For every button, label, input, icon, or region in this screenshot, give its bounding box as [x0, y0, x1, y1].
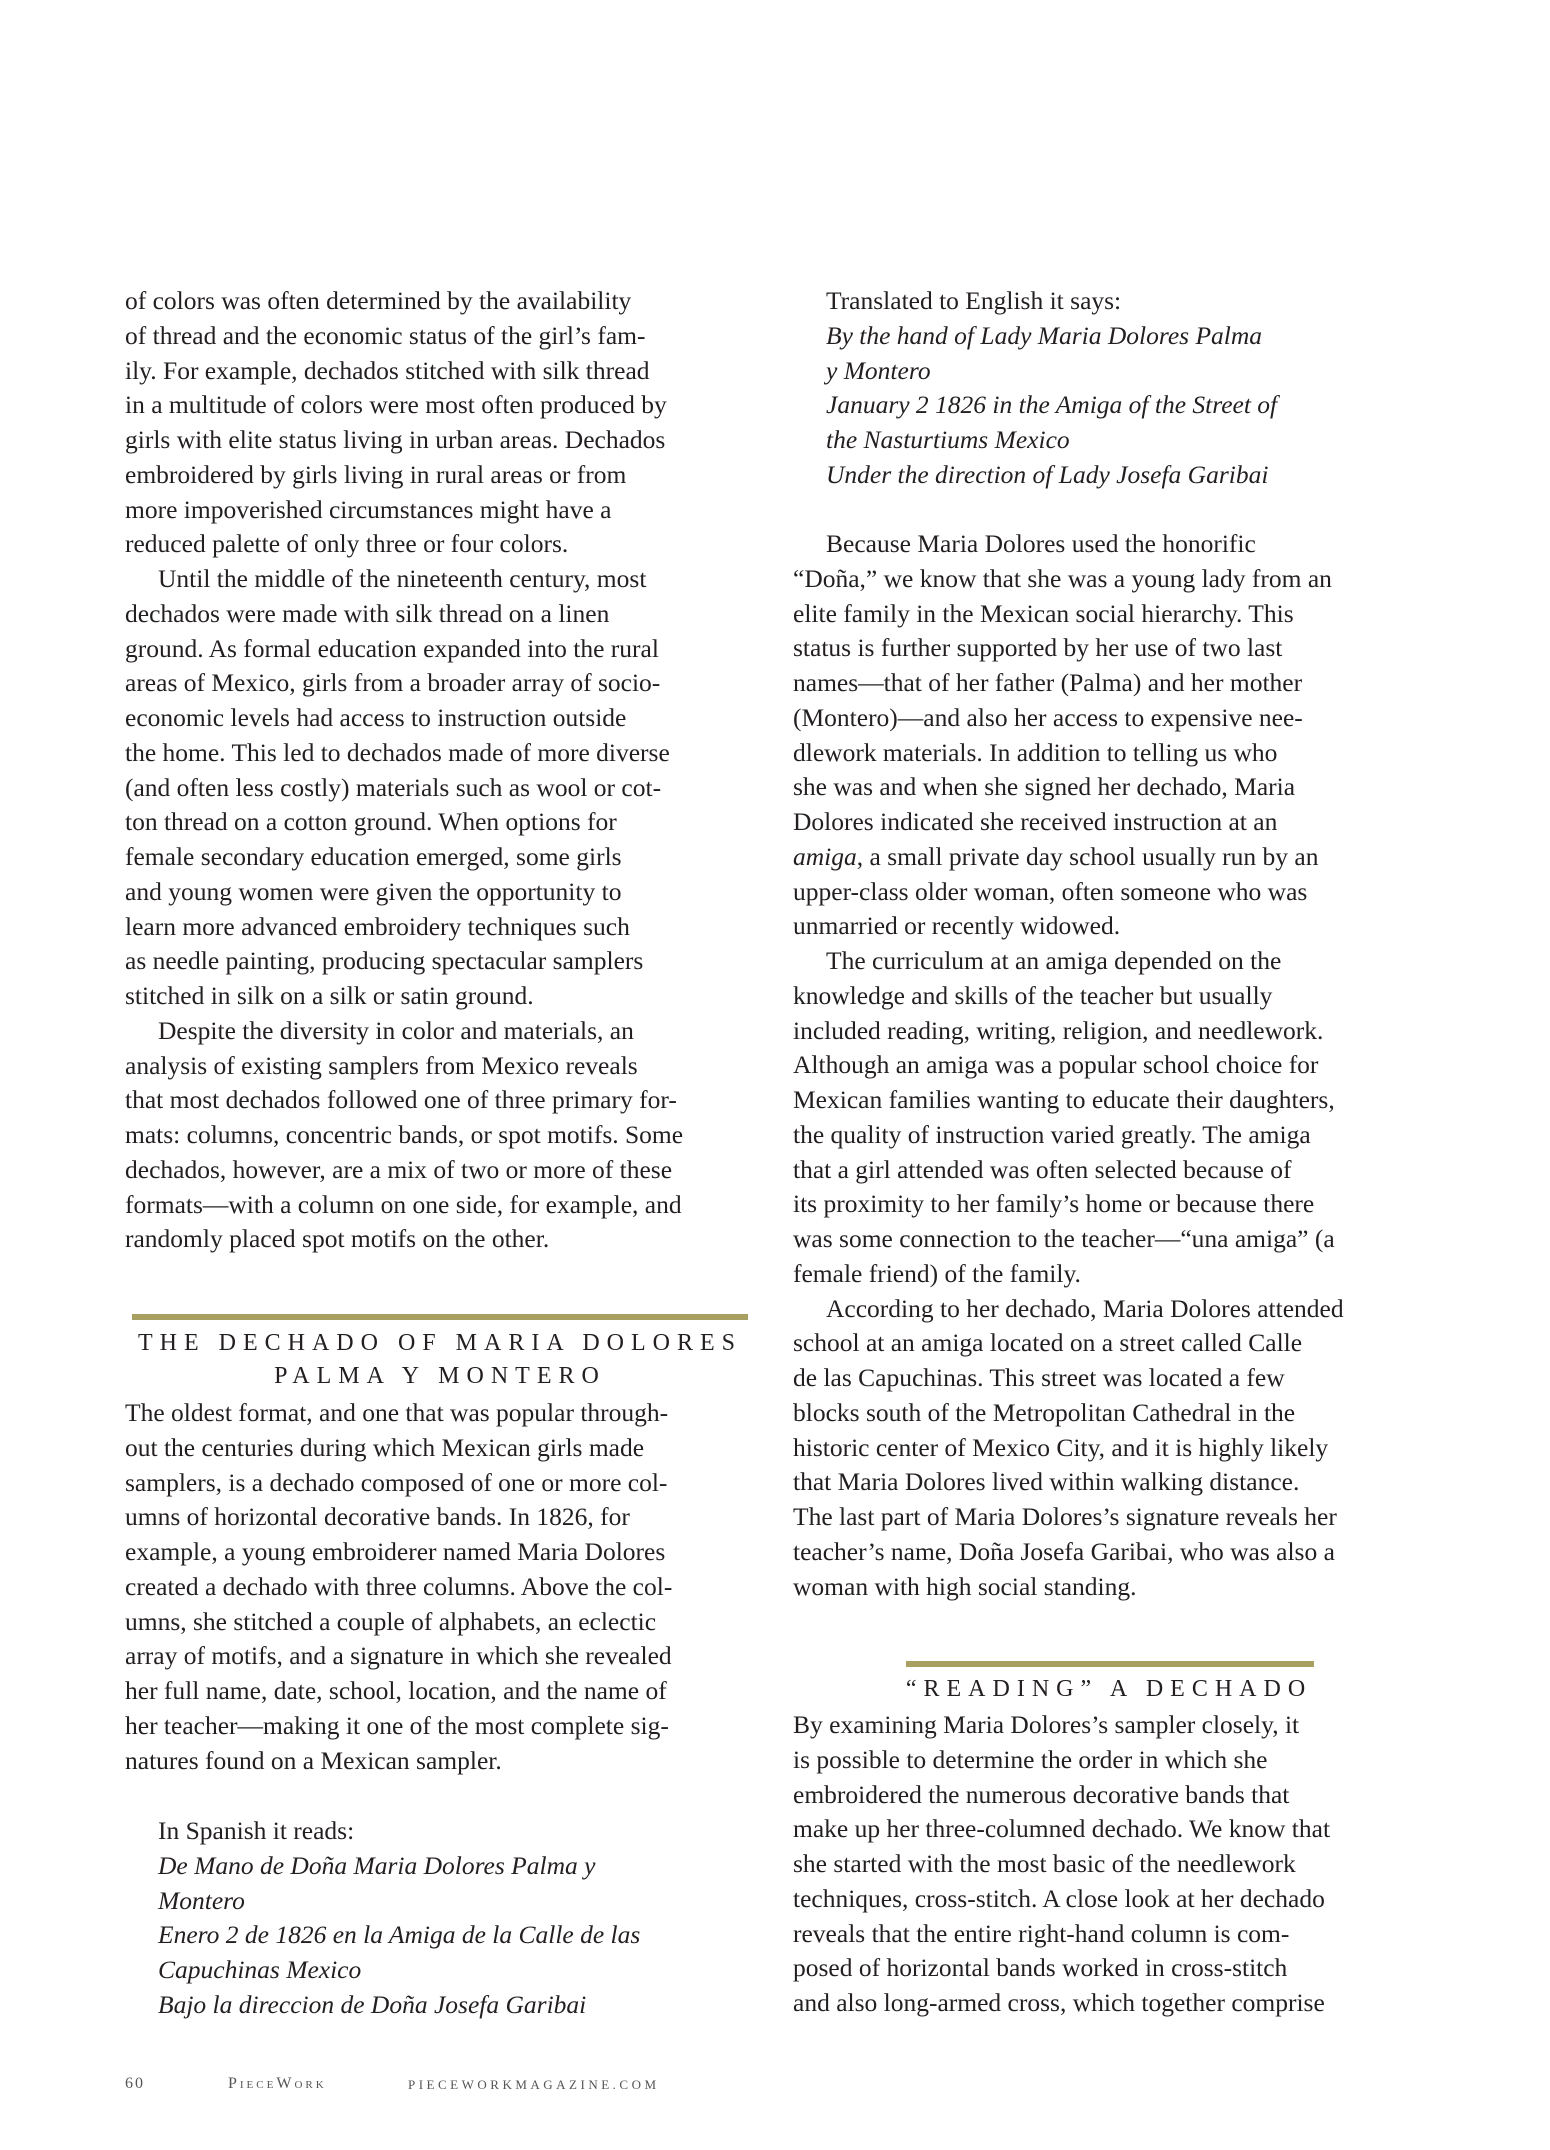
- text-line: Enero 2 de 1826 en la Amiga de la Calle de las: [158, 1920, 641, 1950]
- section-divider: [906, 1661, 1314, 1667]
- text-line: Under the direction of Lady Josefa Garibai: [826, 459, 1269, 489]
- text-line: economic levels had access to instruction outside: [125, 703, 627, 732]
- text-line: ton thread on a cotton ground. When options for: [125, 807, 617, 837]
- text-line: analysis of existing samplers from Mexico reveals: [125, 1050, 638, 1080]
- english-translation: [826, 284, 1277, 493]
- text-line: in a multitude of colors were most often produced by: [125, 390, 667, 420]
- text-line: reveals that the entire right-hand column is com-: [793, 1918, 1290, 1948]
- text-rest: , a small private day school usually run by an: [856, 841, 1319, 871]
- text-line: the quality of instruction varied greatly. The amiga: [793, 1119, 1311, 1149]
- heading-line-2: PALMA Y MONTERO: [274, 1363, 606, 1389]
- text-line: Although an amiga was a popular school choice for: [793, 1050, 1319, 1080]
- text-line: By examining Maria Dolores’s sampler closely, it: [793, 1710, 1300, 1739]
- left-intro-text: [125, 284, 683, 1257]
- section-heading-reading: [793, 1673, 1425, 1706]
- text-line: elite family in the Mexican social hierarchy. This: [793, 598, 1294, 628]
- text-line: its proximity to her family’s home or because there: [793, 1189, 1315, 1219]
- text-line: that Maria Dolores lived within walking distance.: [793, 1467, 1300, 1497]
- text-line: Montero: [158, 1885, 245, 1915]
- text-line: female secondary education emerged, some girls: [125, 842, 622, 871]
- text-line: her full name, date, school, location, and the name of: [125, 1676, 667, 1705]
- text-line: she started with the most basic of the needlework: [793, 1849, 1296, 1878]
- text-line: the home. This led to dechados made of more diverse: [125, 737, 670, 767]
- text-line: formats—with a column on one side, for example, and: [125, 1189, 682, 1219]
- text-line: By the hand of Lady Maria Dolores Palma: [826, 320, 1263, 350]
- text-line: teacher’s name, Doña Josefa Garibai, who was also a: [793, 1536, 1335, 1566]
- text-line: that most dechados followed one of three primary for-: [125, 1085, 677, 1115]
- text-line: names—that of her father (Palma) and her mother: [793, 668, 1303, 697]
- text-line: included reading, writing, religion, and needlework.: [793, 1015, 1324, 1045]
- text-line: Dolores indicated she received instruction at an: [793, 807, 1278, 836]
- text-line: out the centuries during which Mexican girls made: [125, 1432, 645, 1462]
- text-line: umns, she stitched a couple of alphabets, an eclectic: [125, 1606, 657, 1636]
- text-line: Until the middle of the nineteenth century, most: [158, 564, 647, 593]
- text-line: as needle painting, producing spectacular samplers: [125, 946, 644, 976]
- text-line: she was and when she signed her dechado, Maria: [793, 772, 1296, 802]
- heading-line-1: THE DECHADO OF MARIA DOLORES: [137, 1330, 742, 1356]
- text-line: y Montero: [826, 355, 931, 385]
- text-line: unmarried or recently widowed.: [793, 911, 1121, 941]
- text-line: The last part of Maria Dolores’s signature reveals her: [793, 1502, 1337, 1531]
- text-line: embroidered by girls living in rural areas or from: [125, 459, 627, 489]
- section-heading-dechado: [125, 1327, 755, 1393]
- text-line: [793, 840, 1344, 875]
- text-line: knowledge and skills of the teacher but usually: [793, 980, 1273, 1010]
- text-line: Capuchinas Mexico: [158, 1955, 362, 1984]
- text-line: mats: columns, concentric bands, or spot motifs. Some: [125, 1120, 684, 1149]
- text-line: and also long-armed cross, which together comprise: [793, 1988, 1325, 2017]
- spanish-label: In Spanish it reads:: [158, 1816, 355, 1845]
- text-line: De Mano de Doña Maria Dolores Palma y: [158, 1850, 596, 1880]
- text-line: more impoverished circumstances might have a: [125, 494, 612, 524]
- text-line: of thread and the economic status of the girl’s fam-: [125, 320, 646, 350]
- text-line: woman with high social standing.: [793, 1571, 1137, 1601]
- text-line: randomly placed spot motifs on the other.: [125, 1224, 550, 1254]
- magazine-website: PIECEWORKMAGAZINE.COM: [408, 2077, 660, 2092]
- text-line: Bajo la direccion de Doña Josefa Garibai: [158, 1989, 587, 2019]
- text-line: female friend) of the family.: [793, 1258, 1081, 1288]
- text-line: dlework materials. In addition to telling us who: [793, 737, 1278, 767]
- right-section-text: [793, 1708, 1330, 2021]
- text-line: ily. For example, dechados stitched with silk thread: [125, 355, 650, 385]
- heading-line: “READING” A DECHADO: [905, 1676, 1313, 1702]
- text-line: Because Maria Dolores used the honorific: [826, 529, 1256, 558]
- text-line: upper-class older woman, often someone who was: [793, 876, 1308, 906]
- spanish-inscription: [158, 1814, 640, 2023]
- text-line: Mexican families wanting to educate their daughters,: [793, 1085, 1335, 1114]
- text-line: embroidered the numerous decorative bands that: [793, 1779, 1290, 1809]
- text-line: ground. As formal education expanded into the rural: [125, 633, 659, 663]
- right-body-text: [793, 527, 1344, 1604]
- magazine-name: PieceWork: [228, 2075, 327, 2092]
- text-line: dechados, however, are a mix of two or more of these: [125, 1154, 673, 1184]
- text-line: and young women were given the opportunity to: [125, 876, 622, 906]
- text-line: learn more advanced embroidery techniques such: [125, 911, 630, 941]
- text-line: example, a young embroiderer named Maria Dolores: [125, 1537, 666, 1566]
- text-line: array of motifs, and a signature in which she revealed: [125, 1641, 672, 1671]
- text-line: “Doña,” we know that she was a young lady from an: [793, 563, 1332, 593]
- section-divider: [132, 1314, 748, 1320]
- text-line: According to her dechado, Maria Dolores attended: [826, 1293, 1344, 1323]
- text-line: school at an amiga located on a street called Calle: [793, 1328, 1303, 1358]
- emphasis: amiga: [793, 841, 857, 871]
- text-line: blocks south of the Metropolitan Cathedral in the: [793, 1397, 1296, 1427]
- text-line: stitched in silk on a silk or satin ground.: [125, 981, 534, 1010]
- text-line: (and often less costly) materials such as wool or cot-: [125, 772, 662, 802]
- text-line: dechados were made with silk thread on a linen: [125, 598, 610, 628]
- text-line: The curriculum at an amiga depended on the: [826, 946, 1282, 975]
- text-line: Despite the diversity in color and materials, an: [158, 1015, 634, 1045]
- text-line: January 2 1826 in the Amiga of the Street of: [826, 390, 1278, 420]
- text-line: make up her three-columned dechado. We know that: [793, 1814, 1331, 1844]
- text-line: historic center of Mexico City, and it is highly likely: [793, 1432, 1329, 1462]
- text-line: posed of horizontal bands worked in cross-stitch: [793, 1953, 1288, 1983]
- text-line: created a dechado with three columns. Above the col-: [125, 1571, 673, 1601]
- text-line: is possible to determine the order in which she: [793, 1744, 1268, 1774]
- text-line: techniques, cross-stitch. A close look at her dechado: [793, 1883, 1325, 1913]
- text-line: umns of horizontal decorative bands. In 1826, for: [125, 1502, 630, 1532]
- english-label: Translated to English it says:: [826, 286, 1122, 315]
- text-line: that a girl attended was often selected because of: [793, 1154, 1292, 1184]
- text-line: samplers, is a dechado composed of one or more col-: [125, 1467, 668, 1497]
- text-line: The oldest format, and one that was popular through-: [125, 1398, 669, 1427]
- text-line: the Nasturtiums Mexico: [826, 425, 1070, 454]
- text-line: was some connection to the teacher—“una amiga” (a: [793, 1224, 1335, 1253]
- text-line: status is further supported by her use of two last: [793, 633, 1283, 663]
- page-number: 60: [125, 2075, 145, 2092]
- text-line: (Montero)—and also her access to expensive nee-: [793, 702, 1303, 732]
- text-line: natures found on a Mexican sampler.: [125, 1745, 502, 1775]
- text-line: girls with elite status living in urban areas. Dechados: [125, 425, 666, 454]
- left-section-text: [125, 1396, 672, 1778]
- text-line: reduced palette of only three or four colors.: [125, 529, 569, 559]
- text-line: of colors was often determined by the availability: [125, 286, 632, 315]
- text-line: her teacher—making it one of the most complete sig-: [125, 1710, 669, 1740]
- text-line: de las Capuchinas. This street was located a few: [793, 1363, 1285, 1392]
- text-line: areas of Mexico, girls from a broader array of socio-: [125, 668, 661, 698]
